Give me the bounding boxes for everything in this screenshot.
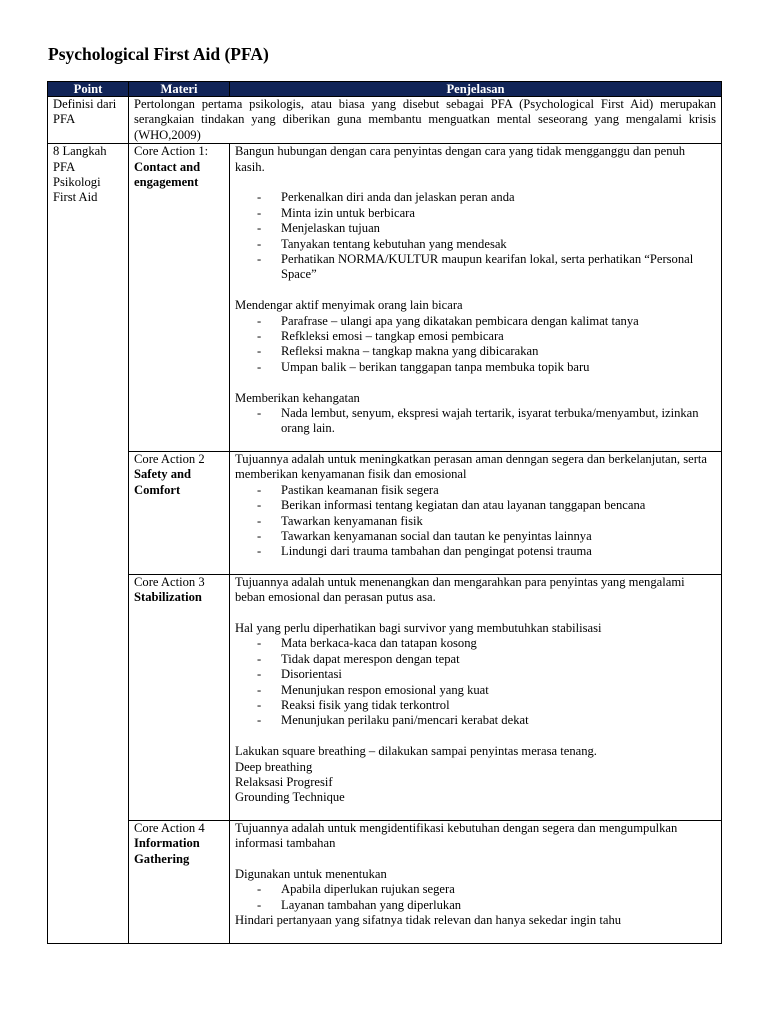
core-action-1-list-1: [235, 190, 716, 282]
core-action-2-name: Safety and Comfort: [134, 467, 192, 497]
list-item: - Parafrase – ulangi apa yang dikatakan pembicara dengan kalimat tanya: [257, 313, 639, 328]
pfa-table: [47, 81, 722, 944]
core-action-2-intro: Tujuannya adalah untuk meningkatkan perasan aman denngan segera dan berkelanjutan, serta memberikan kenyamanan fisik dan emosional: [235, 451, 707, 482]
core-action-3-line-2: Deep breathing: [235, 759, 313, 774]
core-action-3-intro: Tujuannya adalah untuk menenangkan dan mengarahkan para penyintas yang mengalami beban emosional dan perasan putus asa.: [235, 574, 685, 605]
core-action-4-subheading-1: Digunakan untuk menentukan: [235, 867, 387, 881]
list-item: - Tidak dapat merespon dengan tepat: [257, 651, 460, 666]
list-item: - Pastikan keamanan fisik segera: [257, 482, 439, 497]
core-action-3-list-1: [235, 636, 716, 728]
header-penjelasan: Penjelasan: [230, 82, 722, 97]
core-action-1-subheading-2: Memberikan kehangatan: [235, 390, 360, 405]
list-item: - Tawarkan kenyamanan social dan tautan ke penyintas lainnya: [257, 528, 592, 543]
core-action-1-name: Contact and engagement: [134, 159, 201, 190]
document-title: Psychological First Aid (PFA): [48, 44, 269, 64]
list-item: - Lindungi dari trauma tambahan dan pengingat potensi trauma: [257, 544, 592, 559]
core-action-1-subheading-1: Mendengar aktif menyimak orang lain bicara: [235, 298, 463, 313]
table-row-core-action-1: [48, 144, 722, 452]
core-action-4-detail: [230, 820, 722, 943]
table-row-definisi: [48, 97, 722, 144]
core-action-3-cell: [129, 574, 230, 820]
core-action-4-label: Core Action 4: [134, 820, 205, 835]
core-action-2-cell: [129, 451, 230, 574]
list-item: - Apabila diperlukan rujukan segera: [257, 882, 455, 897]
list-item: - Tawarkan kenyamanan fisik: [257, 513, 423, 528]
list-item: - Refleksi makna – tangkap makna yang dibicarakan: [257, 344, 539, 359]
list-item: - Layanan tambahan yang diperlukan: [257, 897, 462, 912]
list-item: - Nada lembut, senyum, ekspresi wajah tertarik, isyarat terbuka/menyambut, izinkan orang lain.: [257, 406, 699, 436]
core-action-3-line-3: Relaksasi Progresif: [235, 774, 333, 789]
table-row-core-action-2: [48, 451, 722, 574]
list-item: - Berikan informasi tentang kegiatan dan atau layanan tanggapan bencana: [257, 498, 646, 513]
list-item: - Perhatikan NORMA/KULTUR maupun kearifan lokal, serta perhatikan “Personal Space”: [257, 252, 694, 282]
core-action-3-line-1: Lakukan square breathing – dilakukan sampai penyintas merasa tenang.: [235, 744, 597, 759]
core-action-4-list-1: [235, 882, 716, 913]
table-row-core-action-4: [48, 820, 722, 943]
list-item: - Reaksi fisik yang tidak terkontrol: [257, 697, 450, 712]
header-materi: Materi: [129, 82, 230, 97]
core-action-3-subheading-1: Hal yang perlu diperhatikan bagi survivor yang membutuhkan stabilisasi: [235, 620, 602, 635]
core-action-3-name: Stabilization: [134, 590, 202, 605]
list-item: - Umpan balik – berikan tanggapan tanpa membuka topik baru: [257, 359, 590, 374]
core-action-1-label: Core Action 1:: [134, 144, 209, 159]
core-action-2-detail: [230, 451, 722, 574]
core-action-4-closing: Hindari pertanyaan yang sifatnya tidak relevan dan hanya sekedar ingin tahu: [235, 913, 622, 928]
core-action-3-line-4: Grounding Technique: [235, 790, 345, 805]
core-action-3-label: Core Action 3: [134, 574, 205, 589]
list-item: - Perkenalkan diri anda dan jelaskan peran anda: [257, 190, 515, 205]
list-item: - Menjelaskan tujuan: [257, 221, 380, 236]
table-row-core-action-3: [48, 574, 722, 820]
core-action-3-detail: [230, 574, 722, 820]
core-action-1-cell: [129, 144, 230, 452]
core-action-2-label: Core Action 2: [134, 451, 205, 466]
table-header-row: [48, 82, 722, 97]
core-action-4-cell: [129, 820, 230, 943]
core-action-4-name: Information Gathering: [134, 836, 200, 866]
langkah-point-cell: 8 Langkah PFA Psikologi First Aid: [48, 144, 129, 943]
header-point: Point: [48, 82, 129, 97]
definisi-text-cell: Pertolongan pertama psikologis, atau biasa yang disebut sebagai PFA (Psychological First Aid) merupakan serangkaian tindakan yang diberikan guna membantu menguatkan mental seseorang yang mengalami krisis (WHO,2009): [129, 97, 722, 144]
list-item: - Minta izin untuk berbicara: [257, 205, 415, 220]
list-item: - Menunjukan respon emosional yang kuat: [257, 682, 489, 697]
list-item: - Menunjukan perilaku pani/mencari kerabat dekat: [257, 713, 529, 728]
core-action-1-list-3: [235, 406, 716, 437]
list-item: - Disorientasi: [257, 667, 342, 682]
list-item: - Refkleksi emosi – tangkap emosi pembicara: [257, 329, 504, 344]
core-action-2-list-1: [235, 483, 716, 560]
list-item: - Mata berkaca-kaca dan tatapan kosong: [257, 636, 477, 651]
core-action-1-detail: [230, 144, 722, 452]
core-action-4-intro: Tujuannya adalah untuk mengidentifikasi kebutuhan dengan segera dan mengumpulkan informasi tambahan: [235, 820, 678, 851]
definisi-point-cell: Definisi dari PFA: [48, 97, 129, 144]
core-action-1-intro: Bangun hubungan dengan cara penyintas dengan cara yang tidak mengganggu dan penuh kasih.: [235, 144, 686, 174]
list-item: - Tanyakan tentang kebutuhan yang mendesak: [257, 236, 507, 251]
core-action-1-list-2: [235, 314, 716, 376]
